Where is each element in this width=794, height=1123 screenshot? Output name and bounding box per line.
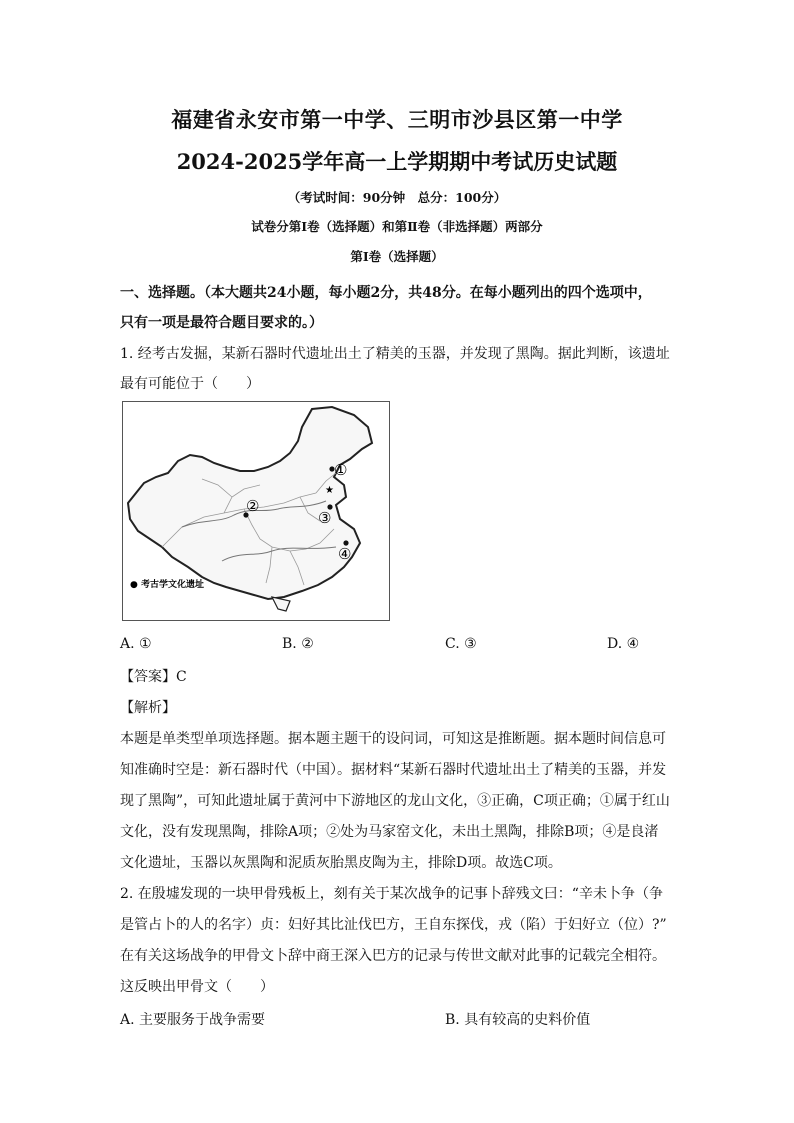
q2-stem-line3: 在有关这场战争的甲骨文卜辞中商王深入巴方的记录与传世文献对此事的记载完全相符。 [120,948,666,964]
section-instructions-line2: 只有一项是最符合题目要求的。） [120,315,323,331]
site-marker-1: ① [334,461,348,479]
q1-option-a: A. ① [120,636,152,652]
exam-title-line1: 福建省永安市第一中学、三明市沙县区第一中学 [171,107,623,132]
q1-answer: 【答案】C [120,669,187,685]
volume-title: 第Ⅰ卷（选择题） [350,249,444,264]
q1-analysis-line4: 文化，没有发现黑陶，排除A项；②处为马家窑文化，未出土黑陶，排除B项；④是良渚 [120,824,659,840]
q2-stem-line2: 是管占卜的人的名字）贞：妇好其比沚伐巴方，王自东探伐，戎（陷）于妇好立（位）?” [120,917,667,933]
q2-stem-line1: 2. 在殷墟发现的一块甲骨残板上，刻有关于某次战争的记事卜辞残文曰：“辛未卜争（争 [120,886,663,902]
section-instructions-line1: 一、选择题。（本大题共24小题，每小题2分，共48分。在每小题列出的四个选项中， [120,285,652,301]
q2-option-a: A. 主要服务于战争需要 [120,1012,266,1028]
exam-structure: 试卷分第Ⅰ卷（选择题）和第Ⅱ卷（非选择题）两部分 [251,219,543,234]
svg-text:★: ★ [325,485,334,496]
q1-option-d: D. ④ [607,636,640,652]
site-marker-2: ② [246,497,260,515]
q1-stem-line2: 最有可能位于（ ） [120,376,260,392]
exam-info: （考试时间：90分钟 总分：100分） [287,190,507,205]
q1-analysis-label: 【解析】 [120,700,176,716]
q2-stem-line4: 这反映出甲骨文（ ） [120,979,274,995]
q1-analysis-line5: 文化遗址，玉器以灰黑陶和泥质灰胎黑皮陶为主，排除D项。故选C项。 [120,855,562,871]
china-archaeology-map [122,401,390,621]
site-marker-3: ③ [318,509,332,527]
q1-analysis-line2: 知准确时空是：新石器时代（中国）。据材料“某新石器时代遗址出土了精美的玉器，并发 [120,762,667,778]
site-marker-4: ④ [338,545,352,563]
exam-title-line2: 2024-2025学年高一上学期期中考试历史试题 [176,149,618,174]
q1-stem-line1: 1. 经考古发掘，某新石器时代遗址出土了精美的玉器，并发现了黑陶。据此判断，该遗址 [120,346,670,362]
q2-option-b: B. 具有较高的史料价值 [445,1012,591,1028]
map-legend: ● 考古学文化遗址 [130,580,204,590]
q1-analysis-line1: 本题是单类型单项选择题。据本题主题干的设问词，可知这是推断题。据本题时间信息可 [120,731,666,747]
q1-option-b: B. ② [282,636,314,652]
q1-option-c: C. ③ [445,636,477,652]
q1-analysis-line3: 现了黑陶”，可知此遗址属于黄河中下游地区的龙山文化，③正确，C项正确；①属于红山 [120,793,670,809]
